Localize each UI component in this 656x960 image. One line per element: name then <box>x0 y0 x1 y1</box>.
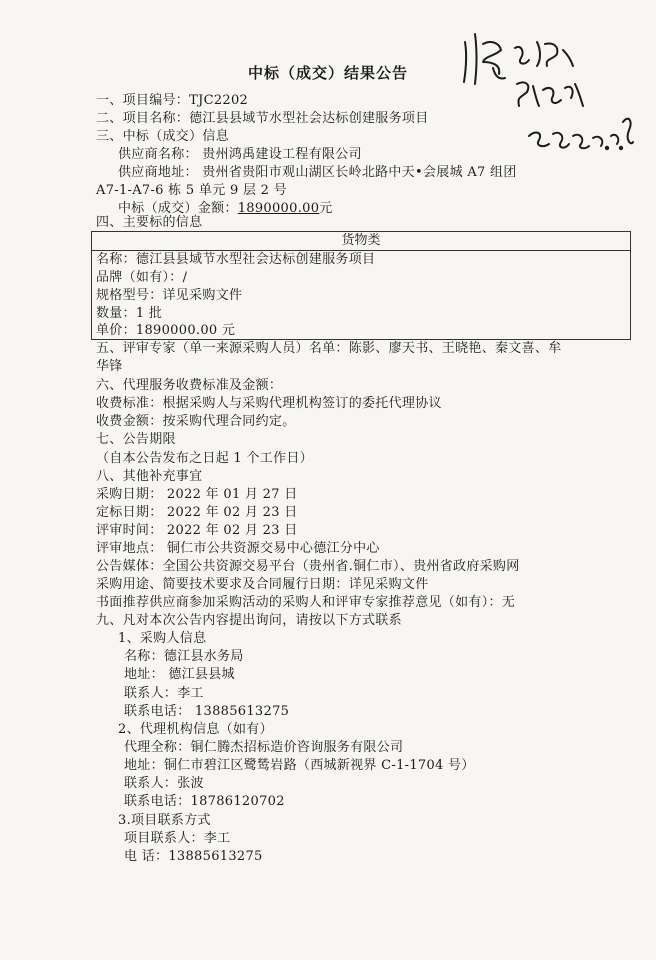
supplier-address-line-2: A7-1-A7-6 栋 5 单元 9 层 2 号 <box>96 183 287 198</box>
supplier-name: 供应商名称： 贵州鸿禹建设工程有限公司 <box>118 147 362 162</box>
written-recommendation: 书面推荐供应商参加采购活动的采购人和评审专家推荐意见（如有）：无 <box>96 595 516 610</box>
review-place: 评审地点： 铜仁市公共资源交易中心德江分中心 <box>96 541 380 556</box>
goods-table-header <box>91 231 631 251</box>
buyer-name: 名称：德江县水务局 <box>124 649 244 664</box>
project-name: 二、项目名称：德江县县域节水型社会达标创建服务项目 <box>96 111 429 126</box>
agency-fee-heading: 六、代理服务收费标准及金额： <box>96 378 283 393</box>
notice-period-detail: （自本公告发布之日起 1 个工作日） <box>96 451 313 466</box>
purchase-date: 采购日期： 2022 年 01 月 27 日 <box>96 487 298 502</box>
buyer-contact: 联系人：李工 <box>124 686 204 701</box>
goods-brand: 品牌（如有）：/ <box>96 270 188 285</box>
project-phone-label: 电 话： <box>124 849 169 864</box>
goods-type-label: 货物类 <box>341 233 381 248</box>
project-number: 一、项目编号：TJC2202 <box>96 93 249 108</box>
supplier-address-line-1: 供应商地址： 贵州省贵阳市观山湖区长岭北路中天•会展城 A7 组团 <box>118 165 517 180</box>
goods-quantity: 数量：1 批 <box>96 306 163 321</box>
expert-list-line-2: 华锋 <box>96 359 123 374</box>
agent-name: 代理全称：铜仁腾杰招标造价咨询服务有限公司 <box>124 740 404 755</box>
other-matters-heading: 八、其他补充事宜 <box>96 469 203 484</box>
project-contact-person: 项目联系人：李工 <box>124 831 231 846</box>
award-amount-unit: 元 <box>319 201 333 216</box>
main-subject-heading: 四、主要标的信息 <box>96 215 203 230</box>
buyer-info-heading: 1、采购人信息 <box>118 631 207 646</box>
project-phone <box>124 848 263 866</box>
award-info-heading: 三、中标（成交）信息 <box>96 129 230 144</box>
agent-contact: 联系人：张波 <box>124 776 204 791</box>
project-contact-heading: 3.项目联系方式 <box>118 813 211 828</box>
expert-list-line-1: 五、评审专家（单一来源采购人员）名单：陈影、廖天书、王晓艳、秦文喜、牟 <box>96 341 562 356</box>
agent-info-heading: 2、代理机构信息（如有） <box>118 722 273 737</box>
buyer-phone: 联系电话： 13885613275 <box>124 704 290 719</box>
fee-standard: 收费标准：根据采购人与采购代理机构签订的委托代理协议 <box>96 396 442 411</box>
contact-heading: 九、凡对本次公告内容提出询问，请按以下方式联系 <box>96 613 402 628</box>
goods-unit-price: 单价：1890000.00 元 <box>96 323 236 338</box>
award-amount-label: 中标（成交）金额： <box>118 201 238 216</box>
agent-address: 地址：铜仁市碧江区鹭鸶岩路（西城新视界 C-1-1704 号） <box>124 758 475 773</box>
buyer-address: 地址： 德江县县城 <box>124 667 235 682</box>
page-title: 中标（成交）结果公告 <box>247 64 408 82</box>
purchase-usage: 采购用途、简要技术要求及合同履行日期：详见采购文件 <box>96 577 429 592</box>
notice-period-heading: 七、公告期限 <box>96 432 176 447</box>
publication-media: 公告媒体：全国公共资源交易平台（贵州省.铜仁市）、贵州省政府采购网 <box>96 559 520 574</box>
handwritten-signature <box>455 14 635 164</box>
award-amount-value: 1890000.00 <box>237 201 320 216</box>
goods-spec: 规格型号：详见采购文件 <box>96 288 243 303</box>
agent-phone: 联系电话：18786120702 <box>124 794 285 809</box>
award-date: 定标日期： 2022 年 02 月 23 日 <box>96 505 298 520</box>
project-phone-value: 13885613275 <box>168 849 263 864</box>
review-time: 评审时间： 2022 年 02 月 23 日 <box>96 523 298 538</box>
fee-amount: 收费金额：按采购代理合同约定。 <box>96 414 296 429</box>
goods-name: 名称：德江县县域节水型社会达标创建服务项目 <box>96 252 376 267</box>
